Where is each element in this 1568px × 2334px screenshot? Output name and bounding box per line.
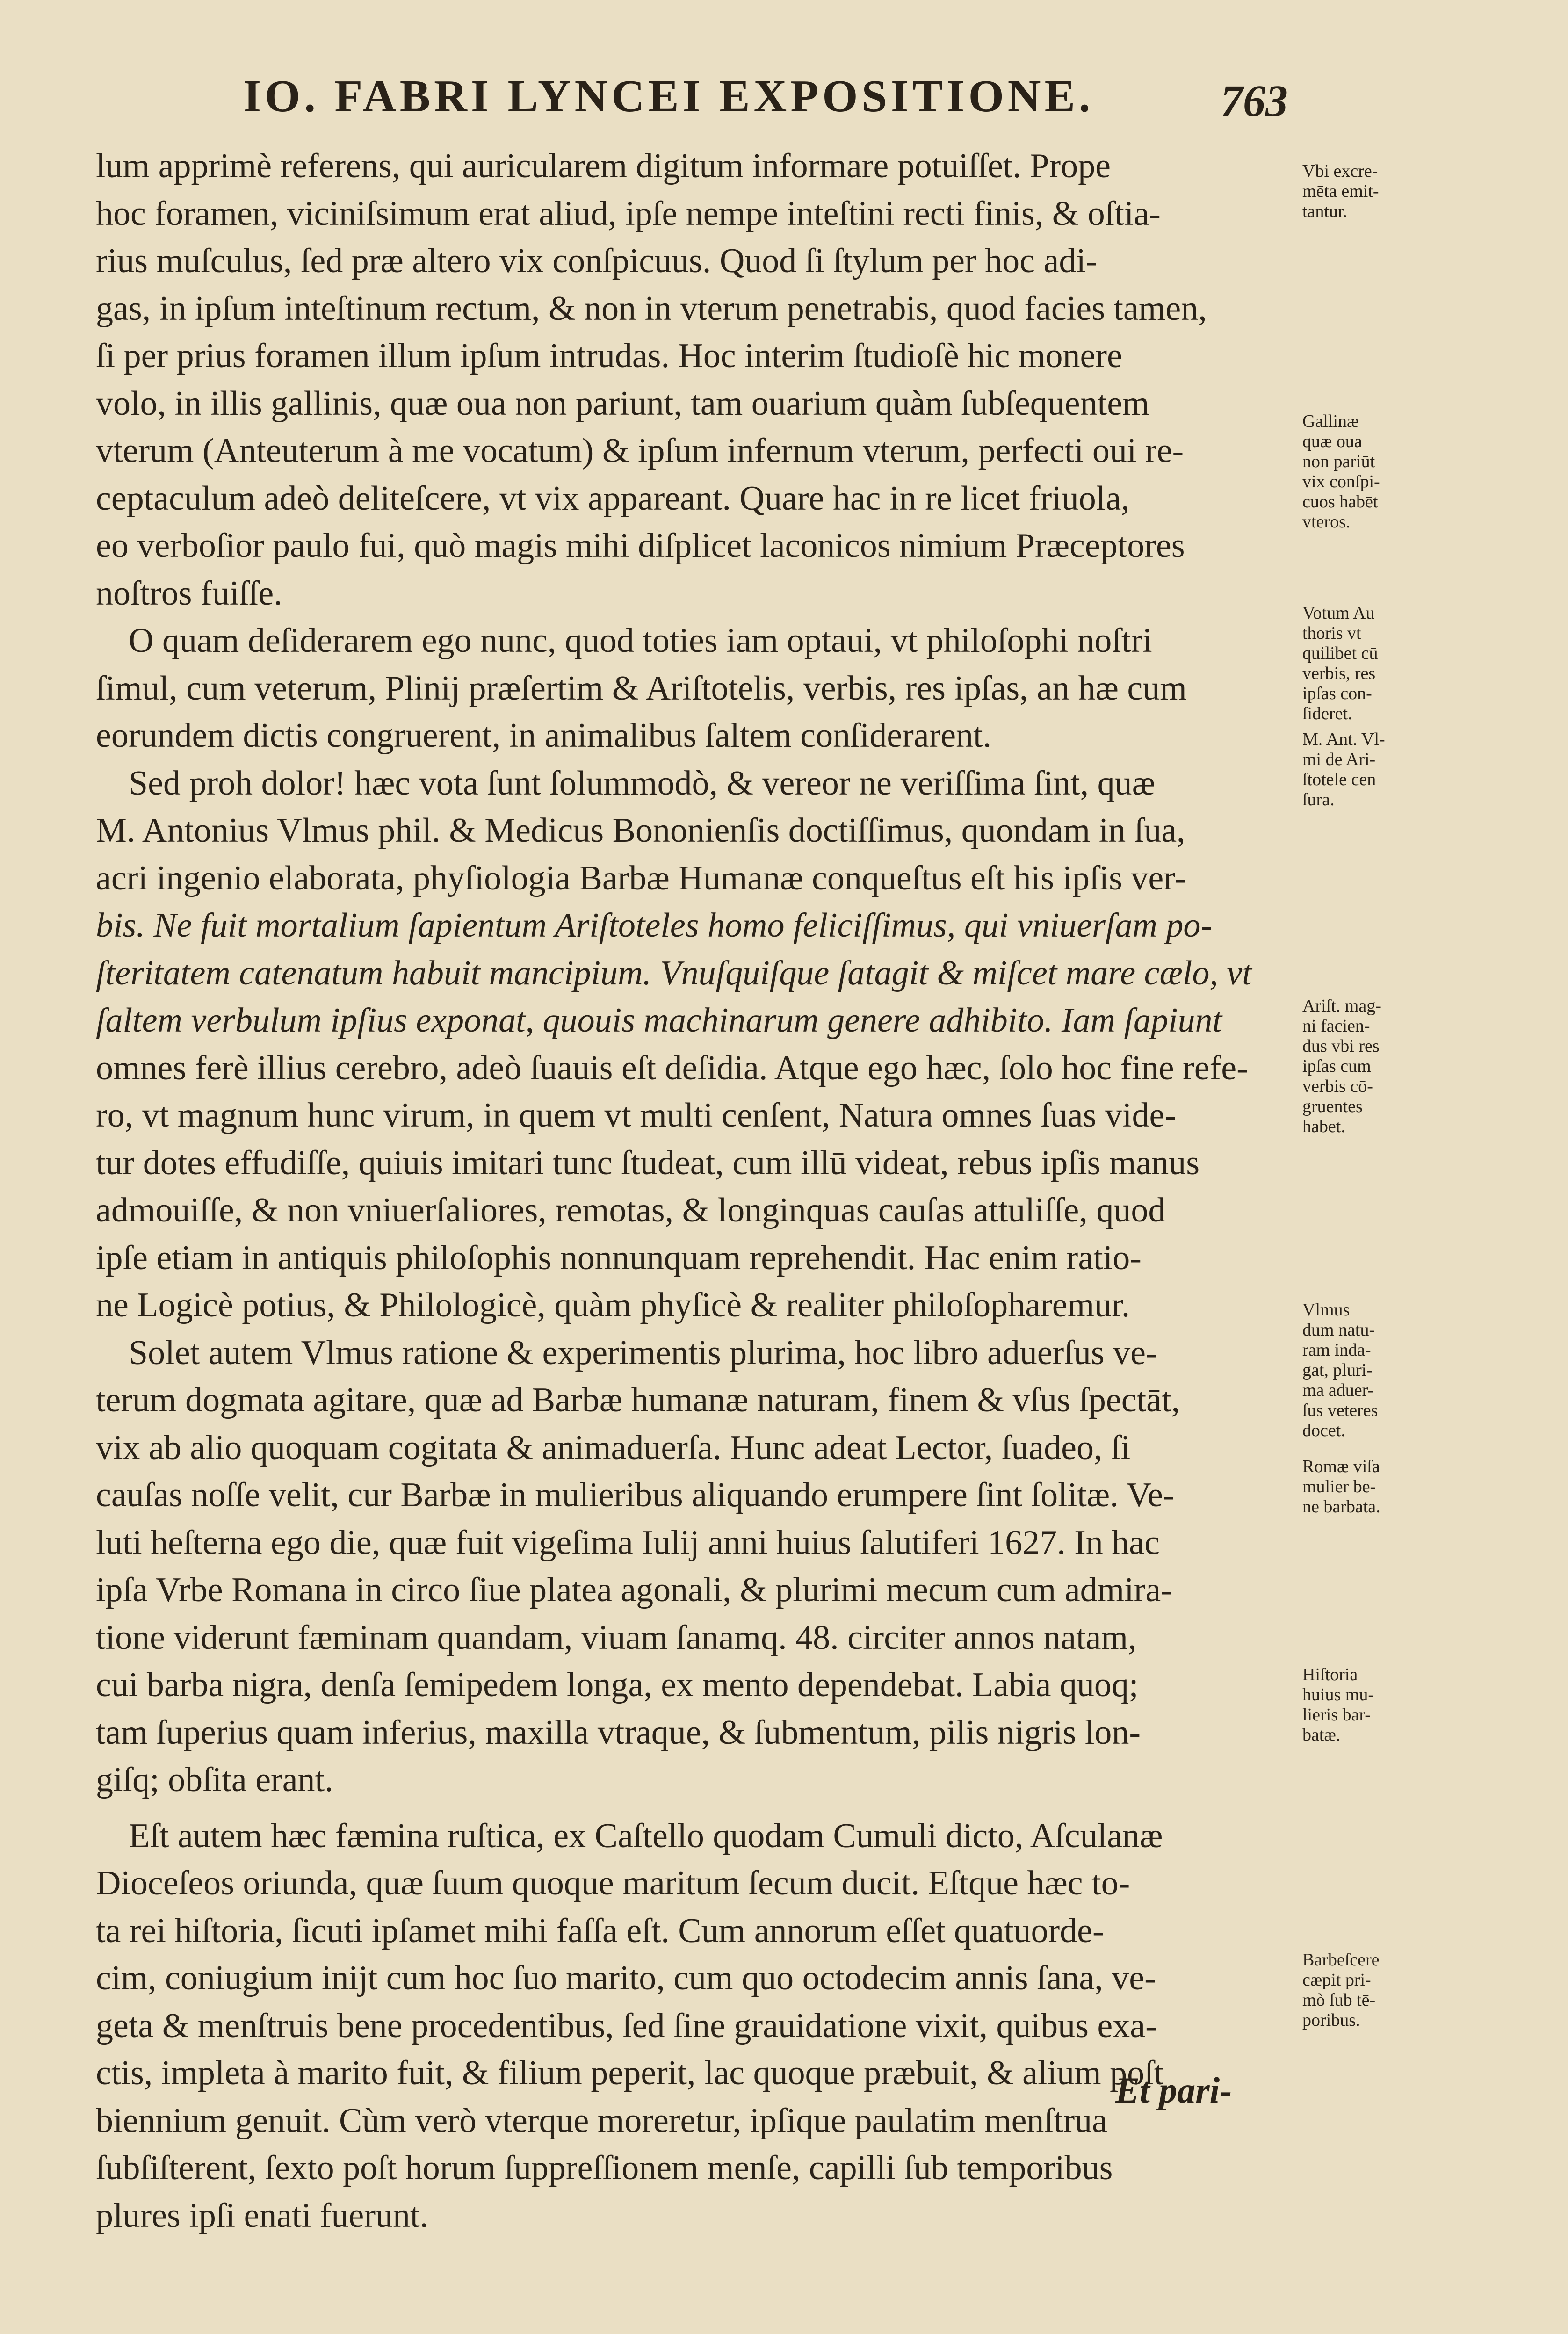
text-line: Eſt autem hæc fæmina ruſtica, ex Caſtello quodam Cumuli dicto, Aſculanæ xyxy=(129,1816,1163,1855)
text-line: ipſe etiam in antiquis philoſophis nonnunquam reprehendit. Hac enim ratio- xyxy=(96,1238,1142,1277)
text-line: rius muſculus, ſed præ altero vix conſpicuus. Quod ſi ſtylum per hoc adi- xyxy=(96,242,1098,280)
text-line: tione viderunt fæminam quandam, viuam ſanamq. 48. circiter annos natam, xyxy=(96,1618,1137,1657)
text-line: ceptaculum adeò deliteſcere, vt vix appareant. Quare hac in re licet friuola, xyxy=(96,479,1130,518)
marginal-line: ne barbata. xyxy=(1302,1497,1380,1517)
marginal-note xyxy=(1302,1457,1433,1517)
text-line: Dioceſeos oriunda, quæ ſuum quoque maritum ſecum ducit. Eſtque hæc to- xyxy=(96,1864,1130,1902)
text-line: ſaltem verbulum ipſius exponat, quouis machinarum genere adhibito. Iam ſapiunt xyxy=(96,1001,1222,1040)
marginal-line: ipſas cum xyxy=(1302,1056,1371,1076)
marginal-line: gat, pluri- xyxy=(1302,1360,1373,1380)
marginal-line: vteros. xyxy=(1302,512,1351,532)
marginal-line: M. Ant. Vl- xyxy=(1302,730,1385,749)
marginal-line: huius mu- xyxy=(1302,1685,1374,1705)
marginal-line: mēta emit- xyxy=(1302,181,1379,201)
text-line: eo verboſior paulo fui, quò magis mihi diſplicet laconicos nimium Præceptores xyxy=(96,527,1185,565)
marginal-line: ni facien- xyxy=(1302,1016,1370,1036)
marginal-line: Votum Au xyxy=(1302,603,1375,623)
marginal-line: Barbeſcere xyxy=(1302,1950,1380,1970)
marginal-line: mulier be- xyxy=(1302,1477,1376,1496)
text-line: volo, in illis gallinis, quæ oua non pariunt, tam ouarium quàm ſubſequentem xyxy=(96,384,1149,423)
text-line: ſteritatem catenatum habuit mancipium. Vnuſquiſque ſatagit & miſcet mare cælo, vt xyxy=(96,954,1252,992)
catchword: Et pari- xyxy=(1115,2070,1232,2110)
marginal-line: ipſas con- xyxy=(1302,684,1372,703)
marginal-note xyxy=(1302,603,1433,724)
running-head: IO. FABRI LYNCEI EXPOSITIONE. xyxy=(243,71,1094,122)
text-line: plures ipſi enati fuerunt. xyxy=(96,2196,429,2235)
text-line: eorundem dictis congruerent, in animalibus ſaltem conſiderarent. xyxy=(96,716,992,755)
marginal-line: mò ſub tē- xyxy=(1302,1990,1376,2010)
marginal-line: non pariūt xyxy=(1302,452,1375,471)
text-line: ſimul, cum veterum, Plinij præſertim & Ariſtotelis, verbis, res ipſas, an hæ cum xyxy=(96,669,1187,708)
marginal-line: ma aduer- xyxy=(1302,1380,1374,1400)
text-line: ſi per prius foramen illum ipſum intrudas. Hoc interim ſtudioſè hic monere xyxy=(96,337,1122,375)
marginal-line: gruentes xyxy=(1302,1097,1363,1116)
text-line: omnes ferè illius cerebro, adeò ſuauis eſt deſidia. Atque ego hæc, ſolo hoc fine refe- xyxy=(96,1048,1248,1087)
marginal-line: ſideret. xyxy=(1302,704,1352,723)
marginal-note xyxy=(1302,1950,1433,2031)
marginal-line: quæ oua xyxy=(1302,432,1362,451)
text-line: tur dotes effudiſſe, quiuis imitari tunc ſtudeat, cum illū videat, rebus ipſis manus xyxy=(96,1143,1200,1182)
text-line: ne Logicè potius, & Philologicè, quàm phyſicè & realiter philoſopharemur. xyxy=(96,1286,1130,1324)
text-line: tam ſuperius quam inferius, maxilla vtraque, & ſubmentum, pilis nigris lon- xyxy=(96,1713,1141,1752)
marginal-line: Hiſtoria xyxy=(1302,1665,1358,1684)
text-line: luti heſterna ego die, quæ fuit vigeſima Iulij anni huius ſalutiferi 1627. In hac xyxy=(96,1523,1160,1562)
marginal-line: tantur. xyxy=(1302,202,1348,221)
marginal-line: cæpit pri- xyxy=(1302,1970,1371,1990)
marginal-note xyxy=(1302,161,1433,222)
marginal-note xyxy=(1302,996,1433,1137)
text-line: cim, coniugium inijt cum hoc ſuo marito, cum quo octodecim annis ſana, ve- xyxy=(96,1959,1156,1997)
marginal-line: Vlmus xyxy=(1302,1300,1350,1320)
marginal-line: lieris bar- xyxy=(1302,1705,1371,1725)
text-line: gas, in ipſum inteſtinum rectum, & non in vterum penetrabis, quod facies tamen, xyxy=(96,289,1207,328)
text-line: ro, vt magnum hunc virum, in quem vt multi cenſent, Natura omnes ſuas vide- xyxy=(96,1096,1176,1134)
marginal-line: Gallinæ xyxy=(1302,412,1359,431)
text-line: ipſa Vrbe Romana in circo ſiue platea agonali, & plurimi mecum cum admira- xyxy=(96,1571,1172,1609)
main-text-column xyxy=(96,143,1298,2240)
marginal-note xyxy=(1302,730,1433,810)
text-line: ta rei hiſtoria, ſicuti ipſamet mihi faſſa eſt. Cum annorum eſſet quatuorde- xyxy=(96,1911,1104,1950)
paragraph-2 xyxy=(96,617,1298,1804)
text-line: O quam deſiderarem ego nunc, quod toties iam optaui, vt philoſophi noſtri xyxy=(129,621,1152,660)
text-line: acri ingenio elaborata, phyſiologia Barbæ Humanæ conqueſtus eſt his ipſis ver- xyxy=(96,859,1186,897)
text-line: bis. Ne fuit mortalium ſapientum Ariſtoteles homo feliciſſimus, qui vniuerſam po- xyxy=(96,906,1213,945)
marginal-line: batæ. xyxy=(1302,1725,1341,1745)
marginal-line: mi de Ari- xyxy=(1302,750,1376,769)
marginal-line: verbis, res xyxy=(1302,664,1376,683)
text-line: lum apprimè referens, qui auricularem digitum informare potuiſſet. Prope xyxy=(96,147,1111,185)
text-line: vterum (Anteuterum à me vocatum) & ipſum infernum vterum, perfecti oui re- xyxy=(96,432,1184,470)
text-line: M. Antonius Vlmus phil. & Medicus Bononienſis doctiſſimus, quondam in ſua, xyxy=(96,811,1185,850)
marginal-line: Vbi excre- xyxy=(1302,161,1378,181)
text-line: ctis, impleta à marito fuit, & filium peperit, lac quoque præbuit, & alium poſt xyxy=(96,2054,1164,2092)
paragraph-3 xyxy=(96,1813,1298,2240)
marginal-line: poribus. xyxy=(1302,2010,1360,2030)
marginal-line: Romæ viſa xyxy=(1302,1457,1380,1476)
marginal-note xyxy=(1302,1665,1433,1745)
marginal-line: quilibet cū xyxy=(1302,643,1378,663)
marginal-line: verbis cō- xyxy=(1302,1077,1373,1096)
text-line: ſubſiſterent, ſexto poſt horum ſuppreſſionem menſe, capilli ſub temporibus xyxy=(96,2149,1113,2187)
text-line: geta & menſtruis bene procedentibus, ſed ſine grauidatione vixit, quibus exa- xyxy=(96,2006,1157,2045)
page-number: 763 xyxy=(1221,76,1288,126)
marginal-line: dus vbi res xyxy=(1302,1036,1380,1056)
marginal-line: habet. xyxy=(1302,1117,1345,1136)
marginal-line: ſus veteres xyxy=(1302,1401,1378,1420)
text-line: admouiſſe, & non vniuerſaliores, remotas, & longinquas cauſas attuliſſe, quod xyxy=(96,1191,1166,1229)
text-line: vix ab alio quoquam cogitata & animaduerſa. Hunc adeat Lector, ſuadeo, ſi xyxy=(96,1428,1131,1467)
paragraph-1 xyxy=(96,143,1298,617)
text-line: giſq; obſita erant. xyxy=(96,1761,333,1799)
marginal-note xyxy=(1302,412,1433,532)
marginal-line: ſtotele cen xyxy=(1302,770,1376,789)
marginal-line: cuos habēt xyxy=(1302,492,1378,512)
marginal-note xyxy=(1302,1300,1433,1441)
text-line: cui barba nigra, denſa ſemipedem longa, ex mento dependebat. Labia quoq; xyxy=(96,1666,1139,1704)
text-line: biennium genuit. Cùm verò vterque moreretur, ipſique paulatim menſtrua xyxy=(96,2101,1108,2140)
text-line: terum dogmata agitare, quæ ad Barbæ humanæ naturam, finem & vſus ſpectāt, xyxy=(96,1381,1180,1419)
marginal-line: Ariſt. mag- xyxy=(1302,996,1381,1016)
marginal-line: vix conſpi- xyxy=(1302,472,1380,491)
marginal-line: ram inda- xyxy=(1302,1340,1371,1360)
text-line: cauſas noſſe velit, cur Barbæ in mulieribus aliquando erumpere ſint ſolitæ. Ve- xyxy=(96,1476,1175,1514)
text-line: Sed proh dolor! hæc vota ſunt ſolummodò, & vereor ne veriſſima ſint, quæ xyxy=(129,764,1155,802)
text-line: noſtros fuiſſe. xyxy=(96,574,282,613)
marginal-line: dum natu- xyxy=(1302,1320,1375,1340)
marginal-line: thoris vt xyxy=(1302,623,1361,643)
text-line: Solet autem Vlmus ratione & experimentis plurima, hoc libro aduerſus ve- xyxy=(129,1333,1157,1372)
text-line: hoc foramen, viciniſsimum erat aliud, ipſe nempe inteſtini recti finis, & oſtia- xyxy=(96,194,1161,233)
marginal-line: docet. xyxy=(1302,1421,1345,1440)
marginal-line: ſura. xyxy=(1302,790,1335,809)
